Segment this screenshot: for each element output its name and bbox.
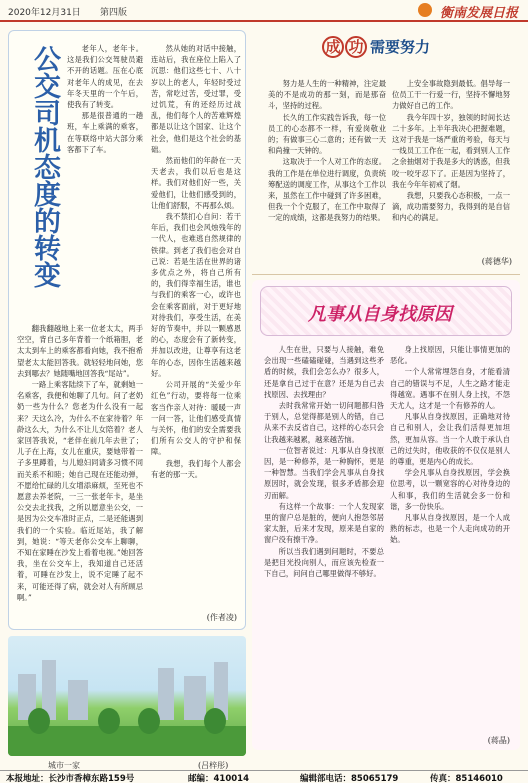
paragraph: 一位智者说过：凡事从自身找原因，是一种修养，是一种胸怀，更是一种智慧。当我们学会凡事从自身找原因时，就会发现，很多矛盾都会迎刃而解。 [264,445,384,500]
paragraph: 翻我翻越地上来一位老太太，两手空空，背自己多年背着一个纸箱胆，老太太到车上的乘客都看向她，我不抱希望老太太能回答我。就轻轻地问她，您去到哪去？她随嘴地回答我“尾站”。 [17,324,143,378]
photo-credit: (吕梓彤) [198,761,229,770]
left-article-col1 [67,43,143,155]
footer-phone: 编辑部电话：85065179 [300,774,399,783]
paragraph: 所以当我们遇到问题时，不要总是把目光投向别人，而应该先检查一下自己，问问自己哪里做得不够好。 [264,546,384,579]
tree [28,708,50,734]
tree [138,708,160,734]
footer [0,770,528,783]
paragraph: 我想，只要我心态积极，一点一滴，成功需要努力，我得到的是自信和内心的满足。 [392,191,510,223]
left-article-col2 [151,43,241,480]
tree [204,708,226,734]
tree [98,708,120,734]
article-title: 公交司机态度的转变 [29,45,60,288]
paragraph: 上安全事故隐到最低。倡导每一位员工干一行爱一行，坚持不懈地努力做好自己的工作。 [392,79,510,111]
masthead [0,0,528,22]
paragraph: 我想，我们每个人都会有老的那一天。 [151,458,241,479]
photo-caption: 城市一家 [48,761,80,770]
paragraph: 凡事从自身找原因，是一个人成熟的标志，也是一个人走向成功的开始。 [390,513,510,545]
paragraph: 学会凡事从自身找原因，学会换位思考，以一颗宽容的心对待身边的人和事，我们的生活就会多一份和谐，多一份快乐。 [390,468,510,511]
title-rest: 需要努力 [370,38,431,56]
byline: (作者凌) [206,613,237,622]
right-top-article [252,30,520,268]
paragraph: 这取决于一个人对工作的态度。我的工作是在单位进行调度，负责统筹配送的调度工作，从事这个工作以来，虽然在工作中碰到了许多困难，但我一个个克服了，在工作中取得了一定的成绩，这都是我努力的结果。 [268,157,386,223]
divider [252,274,520,275]
paragraph: 我今年四十岁，独领的时间长达二十多年。上半年我决心把握难题，这对于我是一场严重的考验，每天与一线员工工作在一起，看到别人工作之余抽烟对于我是多大的诱惑，但我咬一咬牙忍下了。正是因为坚持了，我在今年年初戒了烟。 [392,112,510,189]
paragraph: 那是很普通的一趟班，车上乘满的乘客，在等联络中站大部分乘客都下了车。 [67,111,143,154]
byline: (蒋晶) [487,736,510,745]
right-top-col2 [392,78,510,224]
paragraph: 我不禁扪心自问：若干年后，我们也会风烛残年的一代人，也难逃自然规律的铁律。到老了我们也会对自己说：若是生活在世界的诸多优点之外，将自己所有的，我们得幸福生活，谁也与我们的乘客一心，或许也会在乘客面前，对于更好地对待我们，享受生活，在美好的节奏中，并以一颗感恩的心，态度会有了新转变，并加以改进，让尊享有这老年的心态，因你生活越来越好。 [151,212,241,378]
right-bottom-article [252,280,520,750]
footer-fax: 传真：85146010 [430,774,503,783]
article-title [322,36,430,58]
building [184,676,206,720]
paragraph: 一路上乘客陆续下了车，就剩她一名乘客，我便和她聊了几句。问了老奶奶一些为什么？您老为什么没有一起来？天这么冷，为什么不在家待着？年龄这么大，为什么不让儿女陪着？老人家回答我说，“老伴在前几年去世了；儿子在上海，女儿在重庆，要她带着一子多里蹲着，与儿媳妇同请多习惯不同而关系不和睦；她自己现在还能动弹，不愿给忙碌的儿女增添麻烦，至死也不愿意去养老院，一三一张老年卡，是坐公交去北找我，之所以愿意坐公交，一是因为公交车准时正点，二是还能遇到我们的一个实验。临近尾站，我了解到，她说：“等天老你公交车上聊聊，不知在家睡在沙发上看着电视。”她回答我，坐在公交车上，我知道自己还活着，可睡在沙发上，说不定睡了起不来，可能还得了病，就会对人有所顾忌啊。” [17,380,143,602]
paragraph: 长久的工作实践告诉我，每一位员工的心态都不一样，有爱岗敬业的；有做事三心二意的；还有做一天和尚撞一天钟的。 [268,112,386,156]
left-article-col1b [17,323,143,603]
title-char: 成 [322,36,344,58]
city-photo [8,636,246,756]
left-article [8,30,246,630]
right-top-col1 [268,78,386,224]
paragraph: 一个人常常埋怨自身，才能看清自己的错误与不足，人生之路才能走得越宽。遇事不在别人身上找，不怨天尤人，这才是一个有修养的人。 [390,367,510,411]
right-bottom-col2 [390,344,510,546]
paragraph: 身上找原因，只能让事情更加的恶化。 [390,345,510,366]
right-bottom-col1 [264,344,384,579]
paragraph: 有这样一个故事：一个人发现家里的窗户总是脏的，便向人抱怨邻居家太脏，后来才发现，原来是自家的窗户没有擦干净。 [264,501,384,545]
footer-address: 本报地址：长沙市香樟东路159号 [6,774,135,783]
paragraph: 凡事从自身找原因，正确地对待自己和别人，会让我们活得更加坦然，更加从容。当一个人敢于承认自己的过失时，他收获的不仅仅是别人的尊重，更是内心的成长。 [390,412,510,467]
paragraph: 老年人，老年卡。这是我们公交驾驶员避不开的话题。压在心底对老年人的成见，在去年冬天里的一个午后，使我有了转变。 [67,44,143,110]
paragraph: 然而他们的年龄在一天天老去，我们以后也是这样。我们对他们好一些，关爱他们，让他们感受到的，让他们舒服，不再那么烦。 [151,156,241,210]
paragraph: 然从她的对话中接触，连站后，我在座位上陷入了沉思：他们这些七十、八十岁以上的老人，年轻时受过苦，常吃过苦，受过罪，受过饥荒，有的还经历过战乱，他们每个人的苦难辉煌都是以让这个国家、让这个社会，他们是这个社会的基础。 [151,44,241,154]
issue-date: 2020年12月31日 [8,8,81,18]
paragraph: 公司开展的“关爱少年红色”行动，要将每一位乘客当作亲人对待：暖暖一声一问一答，让他们感受真情与关怀，他们的安全需要我们所有公交人的守护和保障。 [151,380,241,457]
paragraph: 去时我常常开始一切问题都归咎于别人，总觉得都是别人的错，自己从来不去反省自己，这样的心态只会让我越来越累，越来越苦恼。 [264,401,384,444]
byline: (蒋德华) [481,257,512,266]
building [68,680,88,720]
newspaper-logo: 衡南发展日报 [439,6,518,21]
footer-postcode: 邮编：410014 [188,774,249,783]
logo-icon [418,3,432,17]
paragraph: 努力是人生的一种精神，注定最美的不是成功的那一刻，而是那奋斗，坚持的过程。 [268,79,386,111]
building [158,668,174,720]
title-char: 功 [345,36,367,58]
page-number: 第四版 [100,8,128,18]
paragraph: 人生在世，只要与人接触，难免会出现一些磕磕碰碰，当遇到这些矛盾的时候，我们会怎么办？很多人，还是拿自己过于在意？还是为自己去找原因、去找理由？ [264,345,384,399]
article-title: 凡事从自身找原因 [308,304,452,325]
